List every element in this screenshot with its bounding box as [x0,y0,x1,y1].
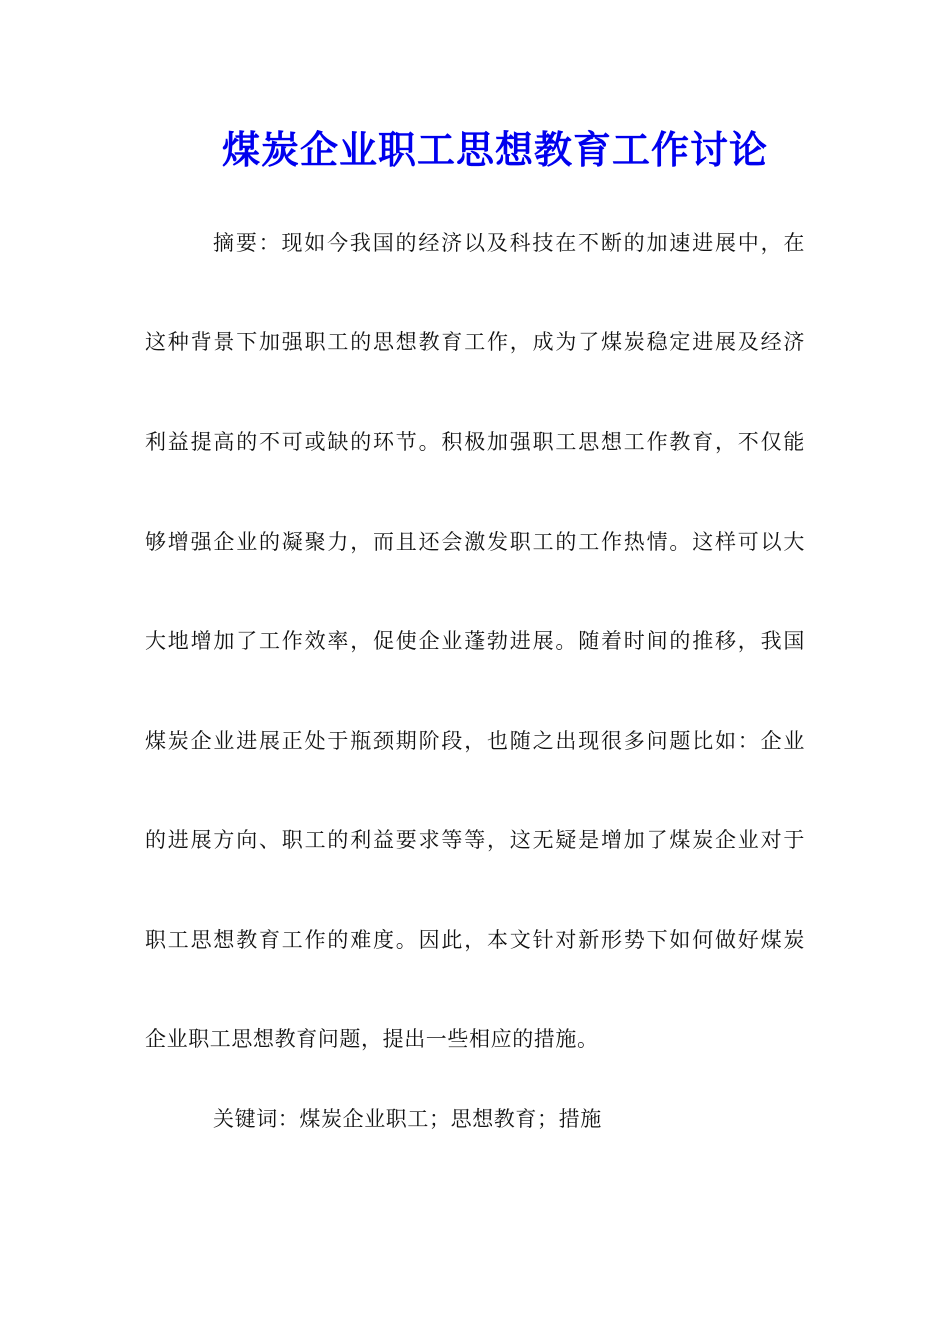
abstract-line: 这种背景下加强职工的思想教育工作，成为了煤炭稳定进展及经济 [145,330,805,354]
abstract-line: 的进展方向、职工的利益要求等等，这无疑是增加了煤炭企业对于 [145,828,805,852]
abstract-line: 职工思想教育工作的难度。因此，本文针对新形势下如何做好煤炭 [145,928,805,952]
abstract-line: 利益提高的不可或缺的环节。积极加强职工思想工作教育，不仅能 [145,430,805,454]
abstract-line: 摘要：现如今我国的经济以及科技在不断的加速进展中，在 [213,231,805,255]
abstract-line: 够增强企业的凝聚力，而且还会激发职工的工作热情。这样可以大 [145,530,805,554]
keywords-line: 关键词：煤炭企业职工；思想教育；措施 [213,1107,602,1131]
abstract-line: 煤炭企业进展正处于瓶颈期阶段，也随之出现很多问题比如：企业 [145,729,805,753]
abstract-line: 大地增加了工作效率，促使企业蓬勃进展。随着时间的推移，我国 [145,629,805,653]
abstract-line: 企业职工思想教育问题，提出一些相应的措施。 [145,1027,599,1051]
document-title: 煤炭企业职工思想教育工作讨论 [221,127,768,172]
